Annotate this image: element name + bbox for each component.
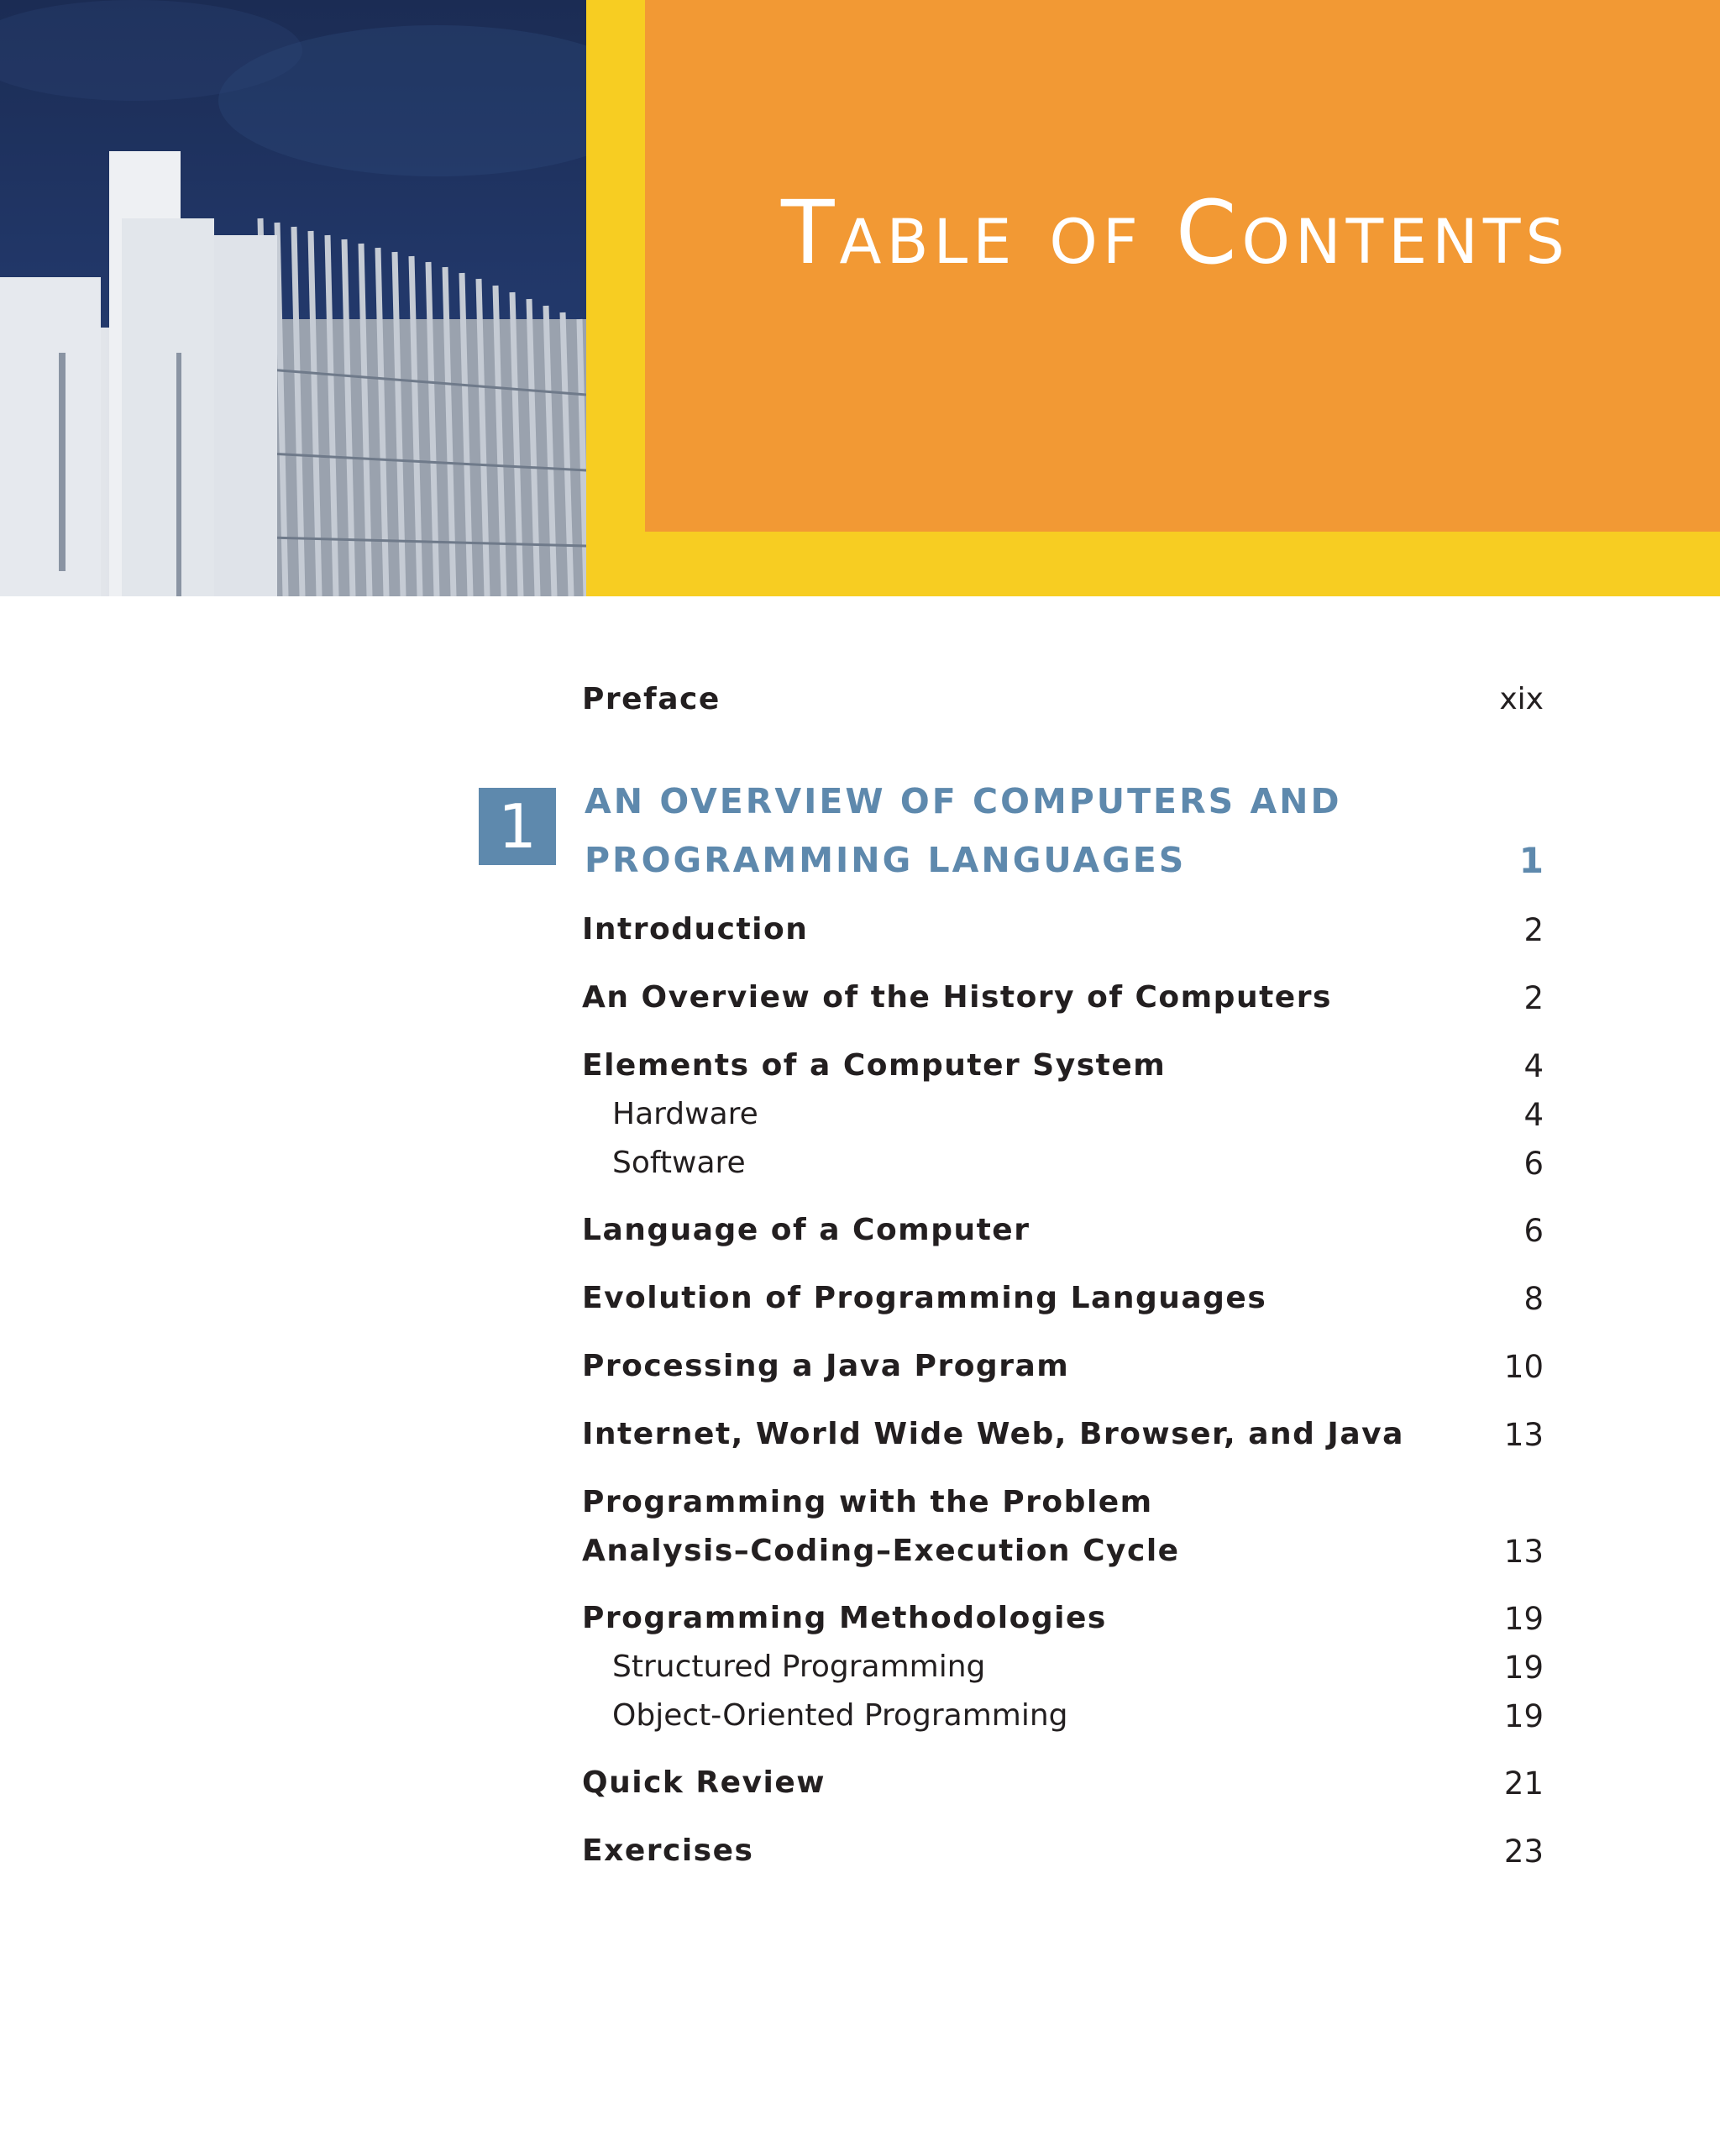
chapter-number-badge: 1 bbox=[479, 788, 556, 865]
toc-entry-page: 19 bbox=[1503, 1601, 1544, 1637]
toc-entry-label: Quick Review bbox=[582, 1765, 826, 1800]
toc-entry-label: Processing a Java Program bbox=[582, 1349, 1070, 1383]
toc-subentry-label: Hardware bbox=[612, 1097, 758, 1131]
toc-entry-page: 4 bbox=[1523, 1048, 1544, 1084]
toc-entry-label: Programming with the Problem bbox=[582, 1485, 1153, 1519]
toc-entry-evolution-of-languages[interactable] bbox=[582, 1281, 1544, 1319]
toc-entry-processing-java[interactable] bbox=[582, 1349, 1544, 1387]
toc-entry-label: Language of a Computer bbox=[582, 1213, 1030, 1247]
toc-entry-label: Internet, World Wide Web, Browser, and Java bbox=[582, 1417, 1404, 1451]
toc-entry-quick-review[interactable] bbox=[582, 1765, 1544, 1804]
toc-entry-page: 13 bbox=[1503, 1417, 1544, 1453]
toc-subentry-label: Object-Oriented Programming bbox=[612, 1698, 1068, 1733]
toc-subentry-label: Software bbox=[612, 1146, 746, 1180]
toc-subentry-page: 19 bbox=[1503, 1698, 1544, 1734]
chapter-page-number: 1 bbox=[1518, 840, 1544, 881]
toc-entry-page: xix bbox=[1499, 682, 1544, 716]
toc-entry-page: 10 bbox=[1503, 1349, 1544, 1385]
toc-entry-problem-analysis[interactable] bbox=[582, 1485, 1544, 1572]
toc-subentry-page: 4 bbox=[1523, 1097, 1544, 1133]
toc-subentry-label: Structured Programming bbox=[612, 1650, 986, 1684]
chapter-title-line-1[interactable]: AN OVERVIEW OF COMPUTERS AND bbox=[585, 781, 1342, 821]
toc-subentry-hardware[interactable] bbox=[582, 1097, 1544, 1136]
header-building-photo bbox=[0, 0, 586, 596]
toc-entry-page: 2 bbox=[1523, 980, 1544, 1016]
toc-entry-page: 13 bbox=[1503, 1534, 1544, 1570]
toc-subentry-software[interactable] bbox=[582, 1146, 1544, 1184]
toc-entry-page: 2 bbox=[1523, 912, 1544, 948]
toc-entry-label: Evolution of Programming Languages bbox=[582, 1281, 1267, 1315]
toc-entry-label: Programming Methodologies bbox=[582, 1601, 1107, 1635]
toc-entry-page: 8 bbox=[1523, 1281, 1544, 1317]
toc-entry-introduction[interactable] bbox=[582, 912, 1544, 951]
toc-subentry-structured-programming[interactable] bbox=[582, 1650, 1544, 1688]
toc-entry-exercises[interactable] bbox=[582, 1833, 1544, 1872]
chapter-title-line-2[interactable]: PROGRAMMING LANGUAGES bbox=[585, 840, 1187, 880]
toc-subentry-object-oriented[interactable] bbox=[582, 1698, 1544, 1737]
toc-entry-label: Introduction bbox=[582, 912, 809, 947]
toc-subentry-page: 6 bbox=[1523, 1146, 1544, 1182]
toc-entry-methodologies[interactable] bbox=[582, 1601, 1544, 1639]
toc-subentry-page: 19 bbox=[1503, 1650, 1544, 1686]
toc-entry-label: An Overview of the History of Computers bbox=[582, 980, 1332, 1015]
page-title: Table of Contents bbox=[781, 181, 1570, 284]
toc-entry-label-line-2: Analysis–Coding–Execution Cycle bbox=[582, 1534, 1180, 1568]
toc-entry-preface[interactable] bbox=[582, 682, 1544, 721]
toc-entry-internet-web[interactable] bbox=[582, 1417, 1544, 1456]
toc-entry-history-of-computers[interactable] bbox=[582, 980, 1544, 1019]
toc-entry-label: Preface bbox=[582, 682, 721, 716]
toc-entry-page: 23 bbox=[1503, 1833, 1544, 1870]
toc-entry-label: Elements of a Computer System bbox=[582, 1048, 1167, 1083]
toc-entry-computer-system[interactable] bbox=[582, 1048, 1544, 1087]
toc-entry-page: 21 bbox=[1503, 1765, 1544, 1802]
toc-entry-label: Exercises bbox=[582, 1833, 754, 1868]
toc-entry-page: 6 bbox=[1523, 1213, 1544, 1249]
toc-entry-language-of-computer[interactable] bbox=[582, 1213, 1544, 1251]
